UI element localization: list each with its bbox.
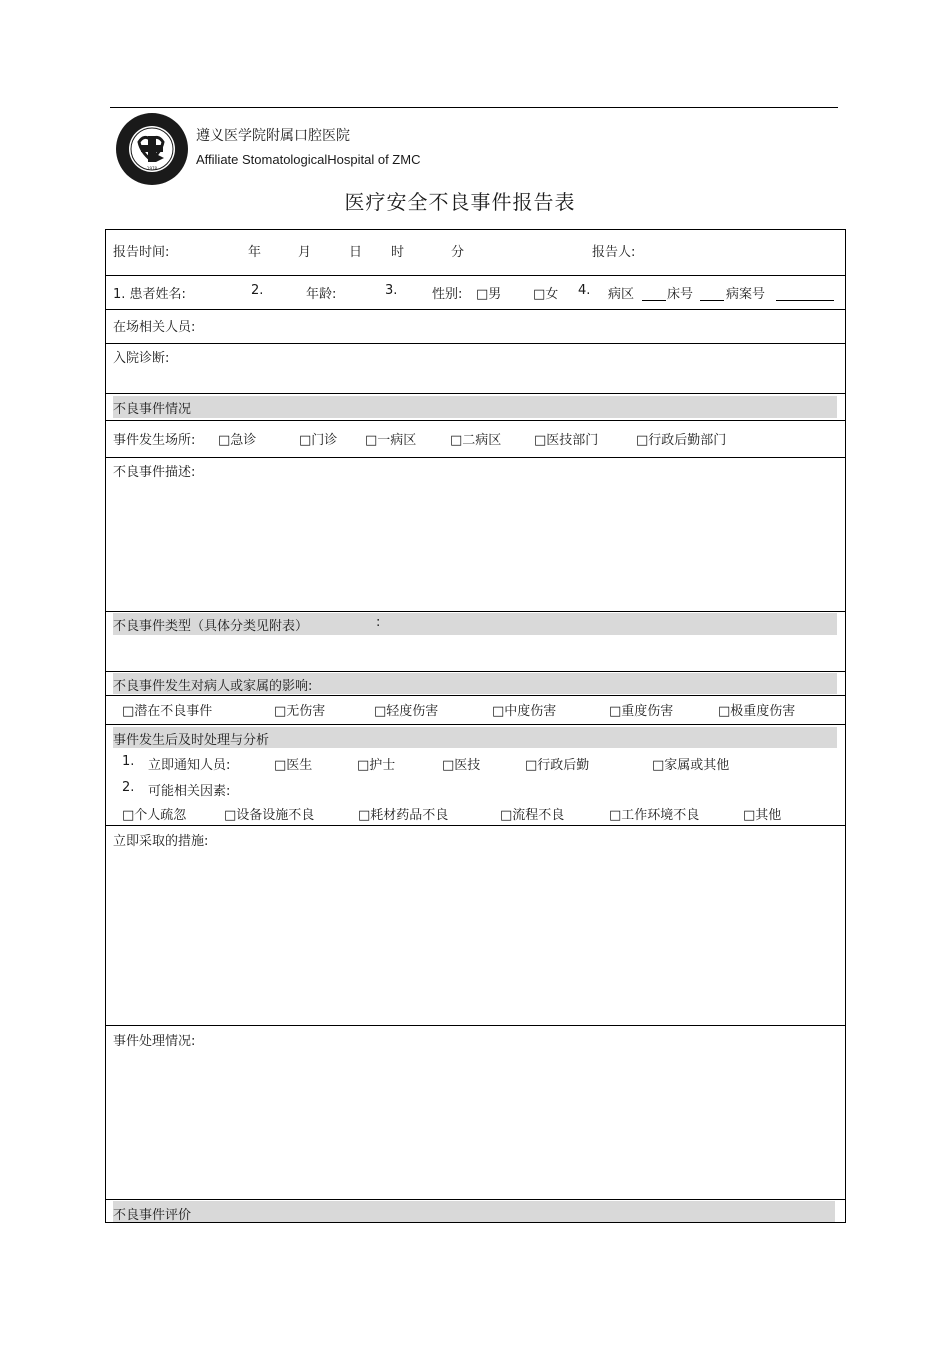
minute-field[interactable]: 分 (451, 245, 465, 260)
event-type-colon: : (376, 615, 381, 630)
header-rule (110, 107, 838, 108)
analysis-heading: 事件发生后及时处理与分析 (113, 733, 270, 748)
notify-medtech-checkbox[interactable]: □医技 (442, 758, 481, 773)
report-form (105, 229, 846, 1223)
impact-header-row (106, 672, 845, 696)
staff-row (106, 310, 845, 344)
page-title: 医疗安全不良事件报告表 (344, 190, 576, 214)
impact-label: 不良事件发生对病人或家属的影响: (113, 679, 313, 694)
factor-label: 可能相关因素: (148, 784, 231, 799)
location-row (106, 421, 845, 458)
item-number: 2. (122, 780, 135, 795)
section-shade (113, 1201, 835, 1222)
bed-field[interactable] (700, 283, 724, 301)
svg-text:1978: 1978 (146, 166, 158, 171)
hospital-name-cn: 遵义医学院附属口腔医院 (196, 128, 350, 144)
gender-female-checkbox[interactable]: □女 (533, 287, 559, 302)
notify-label: 立即通知人员: (148, 758, 231, 773)
factor-supplies-checkbox[interactable]: □耗材药品不良 (358, 808, 449, 823)
staff-field[interactable]: 在场相关人员: (113, 320, 196, 335)
year-field[interactable]: 年 (248, 245, 262, 260)
evaluation-row (106, 1200, 845, 1223)
impact-severe-checkbox[interactable]: □重度伤害 (609, 704, 674, 719)
notify-family-checkbox[interactable]: □家属或其他 (652, 758, 730, 773)
location-label: 事件发生场所: (113, 433, 196, 448)
notify-admin-checkbox[interactable]: □行政后勤 (525, 758, 590, 773)
description-row (106, 458, 845, 612)
description-field[interactable]: 不良事件描述: (113, 465, 196, 480)
item-number: 4. (578, 283, 591, 298)
location-emergency-checkbox[interactable]: □急诊 (218, 433, 257, 448)
location-ward2-checkbox[interactable]: □二病区 (450, 433, 502, 448)
factor-process-checkbox[interactable]: □流程不良 (500, 808, 565, 823)
impact-options-row (106, 696, 845, 725)
event-type-label: 不良事件类型（具体分类见附表） (113, 619, 309, 634)
location-ward1-checkbox[interactable]: □一病区 (365, 433, 417, 448)
event-section-heading: 不良事件情况 (113, 402, 192, 417)
report-time-label: 报告时间: (113, 245, 170, 260)
ward-label: 病区 (608, 287, 635, 302)
patient-info-row (106, 276, 845, 310)
item-number: 3. (385, 283, 398, 298)
event-type-row (106, 612, 845, 672)
report-time-row (106, 230, 845, 276)
hospital-logo (112, 112, 192, 186)
factor-environment-checkbox[interactable]: □工作环境不良 (609, 808, 700, 823)
gender-male-checkbox[interactable]: □男 (476, 287, 502, 302)
notify-doctor-checkbox[interactable]: □医生 (274, 758, 313, 773)
gender-label: 性别: (432, 287, 463, 302)
item-number: 1. (122, 754, 135, 769)
location-outpatient-checkbox[interactable]: □门诊 (299, 433, 338, 448)
notify-nurse-checkbox[interactable]: □护士 (357, 758, 396, 773)
event-section-row (106, 394, 845, 421)
hospital-name-en: Affiliate StomatologicalHospital of ZMC (196, 152, 421, 167)
day-field[interactable]: 日 (349, 245, 363, 260)
factor-other-checkbox[interactable]: □其他 (743, 808, 782, 823)
ward-field[interactable] (642, 283, 666, 301)
location-medtech-checkbox[interactable]: □医技部门 (534, 433, 599, 448)
measures-row (106, 826, 845, 1026)
impact-moderate-checkbox[interactable]: □中度伤害 (492, 704, 557, 719)
month-field[interactable]: 月 (298, 245, 312, 260)
patient-name-field[interactable]: 1. 患者姓名: (113, 287, 186, 302)
impact-mild-checkbox[interactable]: □轻度伤害 (374, 704, 439, 719)
handling-row (106, 1026, 845, 1200)
case-label: 病案号 (726, 287, 766, 302)
factor-negligence-checkbox[interactable]: □个人疏忽 (122, 808, 187, 823)
reporter-field[interactable]: 报告人: (592, 245, 636, 260)
impact-none-checkbox[interactable]: □无伤害 (274, 704, 326, 719)
age-field[interactable]: 年龄: (306, 287, 337, 302)
evaluation-heading: 不良事件评价 (113, 1208, 192, 1223)
impact-potential-checkbox[interactable]: □潜在不良事件 (122, 704, 213, 719)
section-shade (113, 396, 837, 418)
hour-field[interactable]: 时 (391, 245, 405, 260)
diagnosis-row (106, 344, 845, 394)
case-number-field[interactable] (776, 283, 834, 301)
analysis-row (106, 725, 845, 826)
bed-label: 床号 (667, 287, 694, 302)
factor-equipment-checkbox[interactable]: □设备设施不良 (224, 808, 315, 823)
diagnosis-field[interactable]: 入院诊断: (113, 351, 170, 366)
handling-field[interactable]: 事件处理情况: (113, 1034, 196, 1049)
item-number: 2. (251, 283, 264, 298)
impact-extreme-checkbox[interactable]: □极重度伤害 (718, 704, 796, 719)
location-admin-checkbox[interactable]: □行政后勤部门 (636, 433, 727, 448)
measures-field[interactable]: 立即采取的措施: (113, 834, 209, 849)
